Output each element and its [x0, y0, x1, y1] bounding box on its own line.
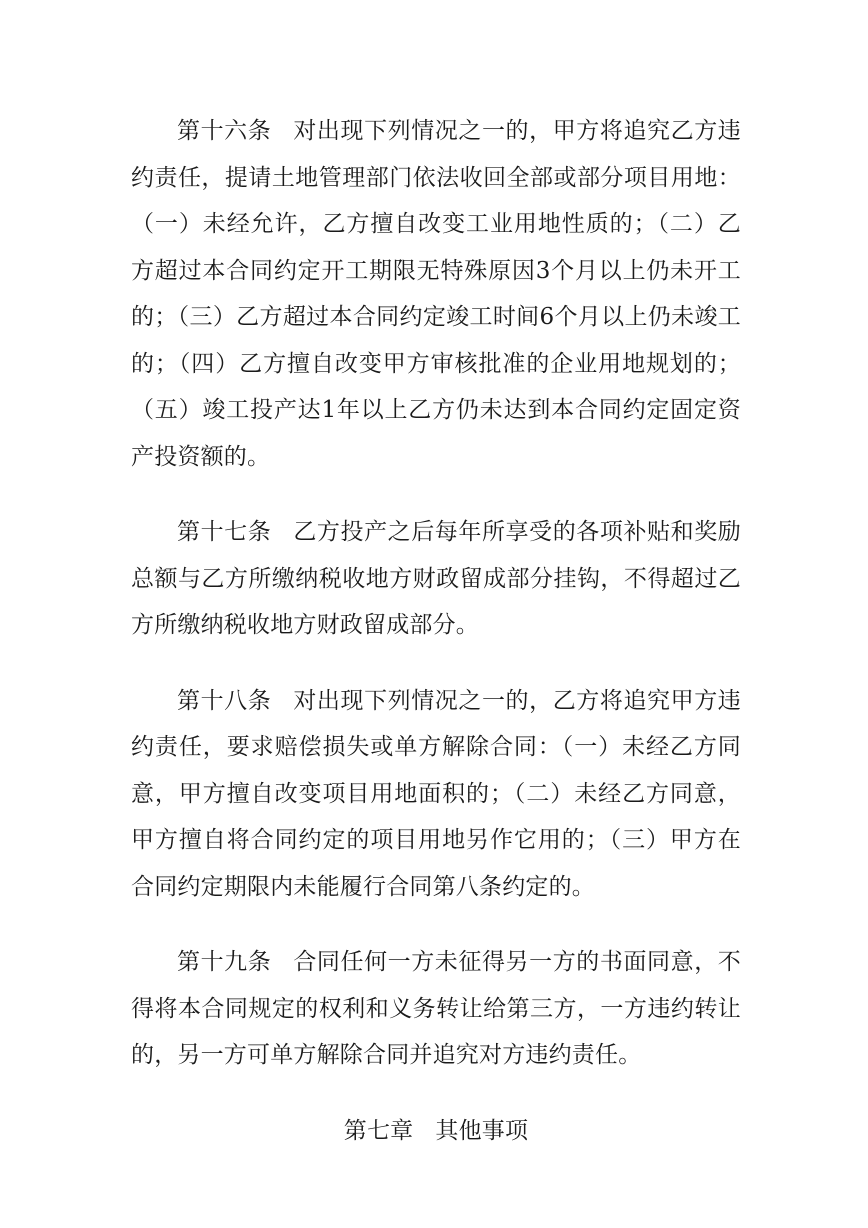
article-body: 对出现下列情况之一的，甲方将追究乙方违约责任，提请土地管理部门依法收回全部或部分项目用地：（一）未经允许，乙方擅自改变工业用地性质的；（二）乙方超过本合同约定开工期限无特殊原因3个月以上仍未开工的；（三）乙方超过本合同约定竣工时间6个月以上仍未竣工的；（四）乙方擅自改变甲方审核批准的企业用地规划的；（五）竣工投产达1年以上乙方仍未达到本合同约定固定资产投资额的。	[131, 118, 741, 470]
article-body: 乙方投产之后每年所享受的各项补贴和奖励总额与乙方所缴纳税收地方财政留成部分挂钩，不得超过乙方所缴纳税收地方财政留成部分。	[131, 519, 741, 638]
chapter-title: 其他事项	[435, 1117, 529, 1144]
article-body: 合同任何一方未征得另一方的书面同意，不得将本合同规定的权利和义务转让给第三方，一方违约转让的，另一方可单方解除合同并追究对方违约责任。	[131, 949, 741, 1068]
article-18	[131, 678, 741, 911]
chapter-heading	[131, 1108, 741, 1155]
article-heading: 第十七条	[177, 519, 272, 545]
document-content	[131, 108, 741, 1154]
article-heading: 第十八条	[177, 687, 272, 714]
article-heading: 第十六条	[177, 118, 272, 144]
chapter-number: 第七章	[343, 1117, 414, 1144]
article-17	[131, 509, 741, 649]
article-body: 对出现下列情况之一的，乙方将追究甲方违约责任，要求赔偿损失或单方解除合同：（一）未经乙方同意，甲方擅自改变项目用地面积的；（二）未经乙方同意，甲方擅自将合同约定的项目用地另作它用的；（三）甲方在合同约定期限内未能履行合同第八条约定的。	[131, 687, 741, 900]
article-16	[131, 108, 741, 480]
article-heading: 第十九条	[177, 949, 272, 975]
article-19	[131, 939, 741, 1079]
